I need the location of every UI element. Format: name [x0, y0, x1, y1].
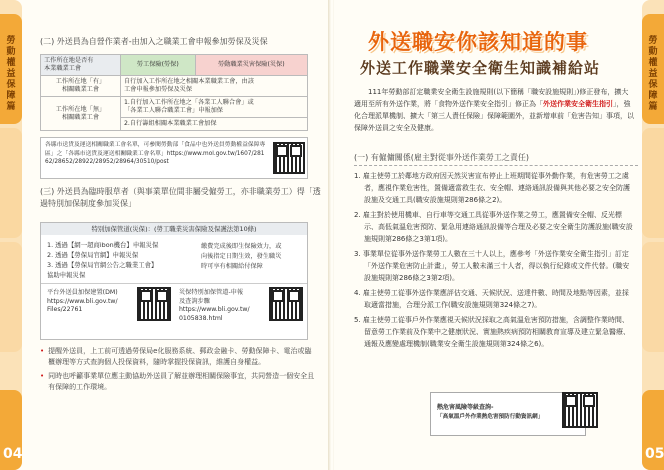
note-text[interactable]: 各縣市送貨及運送相關職業工會名單，可參閱勞動部「食品中也外送員勞動權益保障專區」之「各縣市送貨及運送相關職業工會名單」https://www.mol.gov.tw/1607/28162/28652/28922/28952/28964/30510/post: [45, 142, 266, 165]
list-item: 4. 雇主使勞工從事外送作業應評估交通、天候狀況、送達件數、時間及地點等因素，並採取適當措施，合理分派工作(職安設施規則第324條之7)。: [354, 289, 629, 309]
intro-text-a: 111年勞動部訂定職業安全衛生設施規則(以下簡稱「職安設施規則」)修正發布，擴大適用至所有外送作業，將「食物外送作業安全指引」修正為「: [354, 88, 629, 108]
qr-note-line1: 熱危害風險等級查詢-: [437, 404, 494, 411]
tab-label: 勞動權益保障篇: [6, 36, 16, 112]
qr-note-line2: 「高氣溫戶外作業熱危害預防行動資訊網」: [437, 414, 544, 420]
table-cell: 1.自行加入工作所在地之「各業工人聯合會」或 「各業工人聯合職業工會」申報加保: [121, 97, 308, 118]
link-steps[interactable]: 災保特別加保管道-申報 及查詢步驟 https://www.bli.gov.tw/ 0105838.html: [179, 289, 250, 322]
qr-code[interactable]: [273, 142, 305, 174]
right-tab-bar: [642, 0, 664, 470]
channel-item-3: 3. 透過【勞保局官網公告之職業工會】 協助申報災保: [47, 261, 158, 279]
page-title: 外送職安你該知道的事: [368, 30, 588, 54]
section-title: (二) 外送員為自營作業者-由加入之職業工會申報參加勞保及災保: [40, 37, 268, 46]
section-title: (三) 外送員為臨時服草者（與事業單位間非屬受僱勞工，亦非職業勞工）得「透過特別加保制度參加災保」: [40, 187, 321, 208]
qr-code[interactable]: [269, 287, 303, 321]
channel-item-1: 1. 透過【網一超商ibon機台】申報災保: [47, 241, 159, 249]
table-cell: 工作所在地「無」 相關職業工會: [41, 97, 121, 131]
duty-list: [354, 170, 634, 353]
left-tab-bar: [0, 0, 22, 470]
insurance-table: [40, 54, 308, 131]
bullet-icon: •: [40, 347, 45, 355]
page-number: 05: [645, 446, 664, 462]
intro-text-b: 」，強化合理派單機制、擴大「第三人責任保險」保障範圍外，並新增車前「危害告知」事項，以保障外送員之安全及健康。: [354, 100, 634, 132]
qr-code[interactable]: [137, 287, 171, 321]
tab-inactive[interactable]: [0, 242, 22, 352]
table-cell: 2.自行籌組相關本業職業工會加保: [121, 118, 308, 131]
tab-inactive[interactable]: [642, 242, 664, 352]
box-header: 特別加保管道(災保)：(勞工職業災害保險及保護法第10條): [41, 223, 307, 235]
page-number: 04: [3, 446, 23, 462]
list-item: [40, 371, 318, 393]
channel-item-2: 2. 透過【勞保局官網】申報災保: [47, 251, 139, 259]
list-item: [40, 346, 318, 368]
note-box: [40, 137, 308, 179]
coverage-note: 繳費完成後即生保險效力，或 向後指定日期生效，發生職災 時可享有相關給付保障: [201, 243, 282, 270]
qr-code[interactable]: [562, 392, 598, 428]
page-subtitle: 外送工作職業安全衛生知識補給站: [360, 59, 601, 77]
left-page: [0, 0, 330, 470]
table-cell: 工作所在地「有」 相關職業工會: [41, 76, 121, 97]
list-item: 5. 雇主使勞工從事戶外作業應視天候狀況採取之高氣溫危害預防措施，含調整作業時間、留意勞工作業前及作業中之健康狀況、實施熱疾病預防相關教育宣導及建立緊急醫療、通報及應變處理機制(職業安全衛生設施規則第324條之6)。: [354, 316, 630, 348]
table-header-cell: 工作所在地是否有 本業職業工會: [41, 55, 121, 76]
intro-paragraph: [354, 86, 634, 134]
tab-label: 勞動權益保障篇: [648, 36, 658, 112]
bullet-list: [40, 346, 318, 393]
list-item: 3. 事業單位從事外送作業勞工人數在三十人以上，應參考「外送作業安全衛生指引」訂定「外送作業危害防止計畫」，勞工人數未滿三十人者，得以執行紀錄或文件代替。(職安設施規則第286條之3第2項)。: [354, 250, 630, 282]
table-cell: 自行加入工作所在地之相關本業職業工會，由該 工會申報參加勞保及災保: [121, 76, 308, 97]
bullet-text: 同時也呼籲事業單位應主動協助外送員了解並辦理相關保險事宜，共同營造一個安全且有保障的工作環境。: [48, 372, 315, 391]
right-page: [334, 0, 664, 470]
section-title: (一) 有僱傭關係(雇主對從事外送作業勞工之責任): [354, 152, 638, 166]
bullet-text: 提醒外送員，上工前可透過勞保局e化服務系統、郵政金融卡、勞動保障卡、電治或臨櫃辦理等方式查詢個人投保資料，隨時掌握投保資訊，維護自身權益。: [48, 347, 312, 366]
special-insurance-box: [40, 222, 308, 340]
list-item: 1. 雇主使勞工於鄰地方政府因天然災害宣布停止上班期間從事外勤作業，有危害勞工之虞者，應視作業危害性，置備適當救生衣、安全帽、連絡通訊設備與其他必要之安全防護設施及交通工具(職安設施規則第286條之2)。: [354, 172, 630, 204]
divider: [41, 283, 307, 284]
intro-highlight: 外送作業安全衛生指引: [543, 100, 613, 108]
table-header-cell: 勞動職業災害保險(災保): [195, 55, 307, 76]
list-item: 2. 雇主對於使用機車、自行車等交通工具從事外送作業之勞工，應置備安全帽、反光標示、高低氣溫危害預防、緊急用連絡通訊設備等合理及必要之安全衛生防護設施(職安設施規則第286條之3第1項)。: [354, 211, 633, 243]
tab-inactive[interactable]: [642, 128, 664, 238]
tab-inactive[interactable]: [0, 128, 22, 238]
table-header-cell: 勞工保險(勞保): [121, 55, 196, 76]
link-dm[interactable]: 平台外送員加保建置(DM) https://www.bli.gov.tw/ Files/22761: [47, 289, 118, 313]
bullet-icon: •: [40, 372, 45, 380]
